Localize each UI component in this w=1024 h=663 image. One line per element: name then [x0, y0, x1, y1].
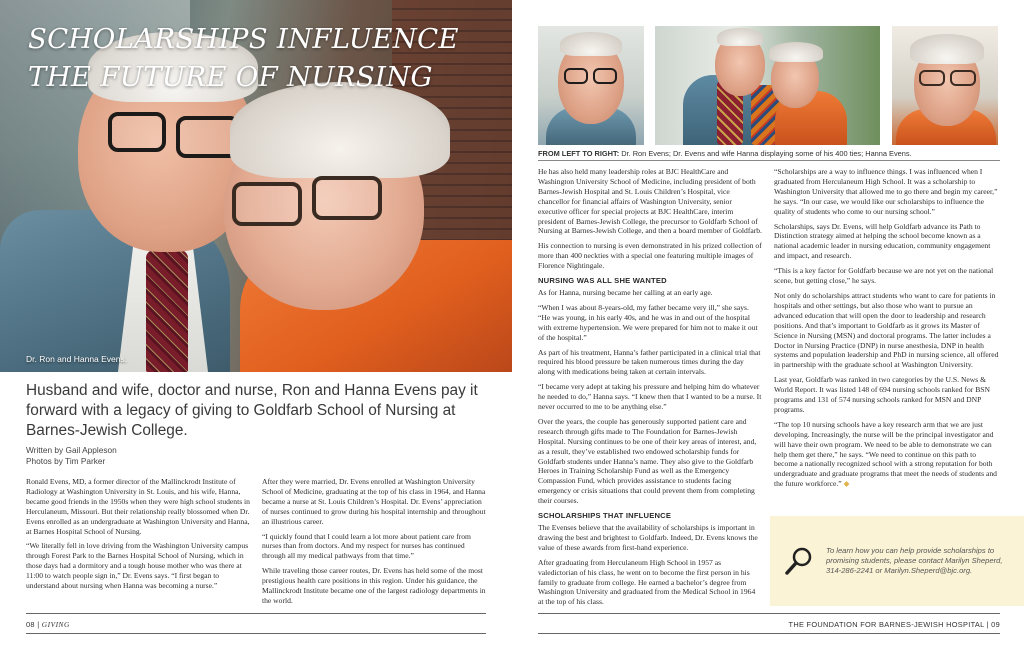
left-folio	[26, 620, 70, 629]
page-number: 08	[26, 620, 35, 629]
section-heading: SCHOLARSHIPS THAT INFLUENCE	[538, 511, 672, 521]
hero-title-line2: THE FUTURE OF NURSING	[28, 61, 433, 93]
photo-hanna-evens	[892, 26, 998, 145]
paragraph: Ronald Evens, MD, a former director of the Mallinckrodt Institute of Radiology at Washington University in St. Louis, and his wife, Hanna, became good friends in the 1950s when they were high school students in Herculaneum, Missouri. But their relationship really blossomed when Dr. Evens enrolled as an undergraduate at Washington University and Hanna, at Barnes Hospital School of Nursing.	[26, 477, 250, 536]
magnifier-icon	[784, 546, 814, 576]
photo-glasses	[593, 68, 617, 84]
footer-rule-top	[26, 613, 486, 614]
paragraph: After graduating from Herculaneum High School in 1957 as valedictorian of his class, he went on to become the first person in his family to graduate from college. He earned a bachelor’s degree from Washington University and graduated from the Medical School in 1964 at the top of his class.	[538, 557, 756, 607]
paragraph: While traveling those career routes, Dr. Evens has held some of the most prestigious health care positions in this region. Under his guidance, the Mallinckrodt Institute became one of the largest radiology departments in the world.	[262, 566, 486, 605]
paragraph: As part of his treatment, Hanna’s father participated in a clinical trial that required his blood pressure be taken numerous times during the day along with medications being taken at certain intervals.	[538, 347, 761, 377]
left-column-1	[26, 477, 250, 596]
paragraph: As for Hanna, nursing became her calling at an early age.	[538, 287, 713, 297]
paragraph: The Evenses believe that the availability of scholarships is important in drawing the best and brightest to Goldfarb. Indeed, Dr. Evens knows the value of these awards from first-hand experience.	[538, 523, 758, 552]
magazine-name: GIVING	[41, 620, 70, 629]
section-heading: NURSING WAS ALL SHE WANTED	[538, 276, 667, 286]
photo-hair	[769, 42, 823, 62]
paragraph: Not only do scholarships attract students who want to care for patients in hospitals and other settings, but also those who want to pursue an advanced education that will open the door to leadership and research positions. And that’s important to Goldfarb as it grows its Master of Science in Nursing (MSN) and doctoral programs. The latter includes a Doctor in Nursing Practice (DNP) in nurse anesthesia, DNP in health systems and population leadership and PhD in nursing science, all offered in partnership with the graduate school at Washington University.	[774, 290, 999, 370]
byline-writer: Written by Gail Appleson	[26, 445, 117, 455]
photo-caption-label: FROM LEFT TO RIGHT:	[538, 149, 620, 158]
photo-caption	[538, 149, 1000, 158]
folio-separator: |	[37, 620, 40, 629]
contact-callout	[770, 516, 1024, 606]
footer-rule-top	[538, 613, 1000, 614]
footer-rule-bottom	[538, 633, 1000, 634]
end-mark-icon: ◆	[843, 479, 850, 489]
man-glasses-left	[108, 112, 166, 152]
lede-paragraph: Husband and wife, doctor and nurse, Ron and Hanna Evens pay it forward with a legacy of giving to Goldfarb School of Nursing at Barnes-Jewish College.	[26, 382, 478, 439]
caption-rule	[538, 160, 1000, 161]
byline-photos: Photos by Tim Parker	[26, 455, 106, 466]
folio-separator: |	[986, 620, 989, 629]
paragraph: Last year, Goldfarb was ranked in two categories by the U.S. News & World Report. It was listed 148 of 694 nursing schools ranked for BSN programs and 131 of 574 nursing schools ranked for MSN and DNP programs.	[774, 375, 990, 414]
paragraph: “This is a key factor for Goldfarb because we are not yet on the national scene, but getting close,” he says.	[774, 266, 994, 286]
photo-glasses	[919, 70, 945, 86]
paragraph: His connection to nursing is even demonstrated in his prized collection of more than 400 neckties with a special one featuring multiple images of Florence Nightingale.	[538, 241, 762, 271]
callout-text: To learn how you can help provide scholarships to promising students, please contact Marilyn Sheperd, 314-286-2241 or Marilyn.Sheperd@bjc.org.	[826, 546, 1003, 575]
hero-photo	[0, 0, 512, 372]
photo-hair	[717, 28, 763, 46]
man-tie	[146, 250, 188, 372]
footer-rule-bottom	[26, 633, 486, 634]
paragraph: “I quickly found that I could learn a lot more about patient care from nurses than from doctors. And my respect for nurses has continued through all my medical pathways from that time.”	[262, 531, 471, 561]
paragraph: Scholarships, says Dr. Evens, will help Goldfarb advance its Path to Distinction strategy aimed at helping the school become known as a national academic leader in nursing education, community engagement and impact, and research.	[774, 221, 991, 261]
paragraph	[774, 420, 1000, 489]
hero-caption: Dr. Ron and Hanna Evens.	[26, 354, 128, 364]
photo-ron-evens	[538, 26, 644, 145]
byline	[26, 445, 117, 466]
photo-evens-ties	[655, 26, 880, 145]
woman-glasses-right	[312, 176, 382, 220]
photo-glasses	[950, 70, 976, 86]
paragraph: Over the years, the couple has generously supported patient care and research through gifts made to The Foundation for Barnes-Jewish Hospital. Nursing continues to be one of their key areas of interest, and, as a result, they’ve established two endowed scholarship funds for Goldfarb students under Hanna’s name. They also give to the Goldfarb Heroes in Training Scholarship Fund as well as the Emergency Compassion Fund, which provides assistance to students facing emergency or crisis situations that could prevent them from completing their courses.	[538, 416, 757, 506]
right-column-1	[538, 167, 762, 612]
photo-hair	[910, 34, 984, 64]
right-folio	[789, 620, 1001, 629]
paragraph: “We literally fell in love driving from the Washington University campus through Forest Park to the Barnes Hospital School of Nursing, which in those days had a dormitory and a tough house mother who was there at 11:00 to watch people sign in,” Dr. Evens says. “I first began to understand about nursing when Hanna was becoming a nurse.”	[26, 541, 249, 591]
paragraph: “When I was about 8-years-old, my father became very ill,” she says. “He was young, in his early 40s, and he was in and out of the hospital with extreme hypertension. We were prepared for him not to make it out of the hospital.”	[538, 302, 758, 342]
right-column-2	[774, 167, 1000, 494]
paragraph: “Scholarships are a way to influence things. I was influenced when I graduated from Herculaneum High School. It was a scholarship to Washington University that allowed me to go there and begin my career,” he says. “In our case, we would like our scholarships to influence the quality of students who come to our nursing school.”	[774, 167, 998, 216]
paragraph: “I became very adept at taking his pressure and helping him do whatever he needed to do,” Hanna says. “I knew then that I wanted to be a nurse. It never occurred to me to be anything else.”	[538, 382, 762, 412]
woman-glasses-left	[232, 182, 302, 226]
paragraph-text: “The top 10 nursing schools have a key research arm that we are just developing. Increasingly, the nurse will be the principal investigator and will have their own program. We need to be able to demonstrate we can help them get there,” he says. “We need to continue on this path to become a nationally recognized school with a strong reputation for both undergraduate and graduate programs that meet the needs of students and the future workforce.”	[774, 419, 997, 489]
left-column-2	[262, 477, 486, 611]
photo-glasses	[564, 68, 588, 84]
paragraph: He has also held many leadership roles at BJC HealthCare and Washington University School of Medicine, including president of both Barnes-Jewish Hospital and St. Louis Children’s Hospital, vice chancellor for financial affairs of Washington University, senior executive officer for special projects at BJC HealthCare, interim president of Barnes-Jewish College, the precursor to Goldfarb School of Nursing at Barnes-Jewish College, and then a board member of Goldfarb.	[538, 167, 762, 236]
photo-hair	[560, 32, 622, 56]
paragraph: After they were married, Dr. Evens enrolled at Washington University School of Medicine, graduating at the top of his class in 1964, and Hanna became a nurse at St. Louis Children’s Hospital. Dr. Evens’ appreciation of nurses continued to grow during his hospital internship and throughout an illustrious career.	[262, 477, 486, 526]
page-number: 09	[991, 620, 1000, 629]
hero-title-line1: SCHOLARSHIPS INFLUENCE	[28, 23, 459, 55]
right-page	[512, 0, 1024, 663]
hero-title	[28, 20, 498, 96]
publisher-name: THE FOUNDATION FOR BARNES-JEWISH HOSPITAL	[788, 620, 985, 629]
woman-hair	[230, 82, 450, 178]
photo-caption-text: Dr. Ron Evens; Dr. Evens and wife Hanna displaying some of his 400 ties; Hanna Evens.	[619, 149, 912, 158]
